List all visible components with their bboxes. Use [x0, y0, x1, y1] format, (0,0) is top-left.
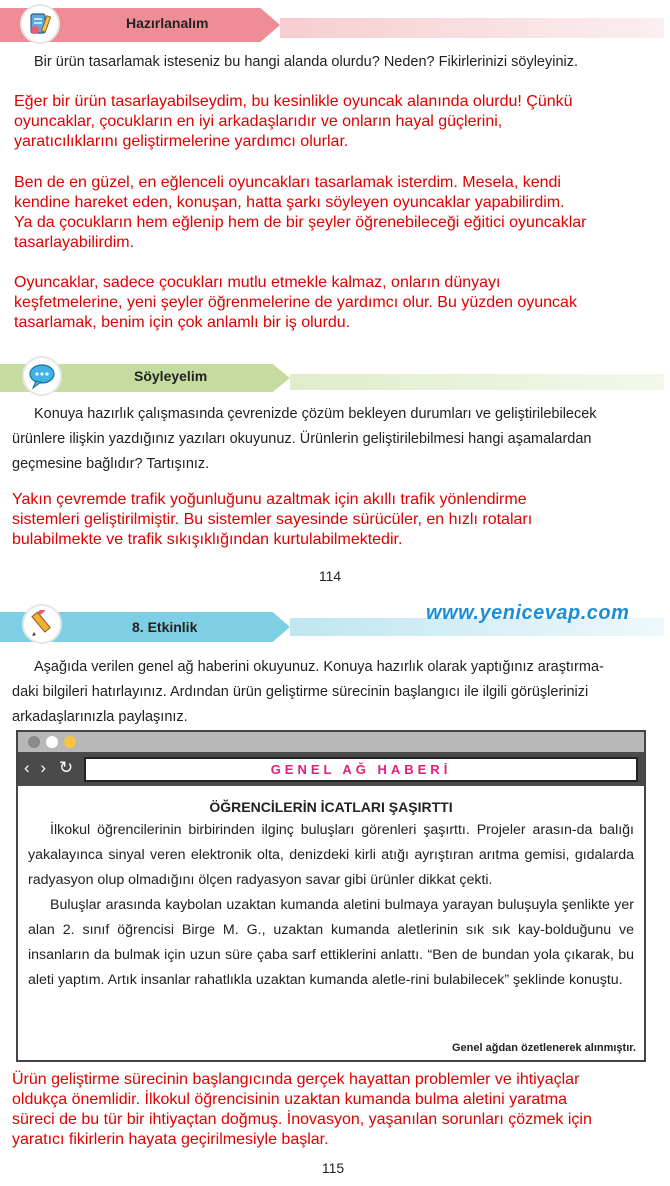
- speech-bubble-icon: [22, 356, 62, 396]
- etkinlik-header: [0, 612, 300, 646]
- page-number: 114: [318, 568, 342, 584]
- hazirlanalim-question: Bir ürün tasarlamak isteseniz bu hangi alanda olurdu? Neden? Fikirlerinizi söyleyiniz.: [34, 54, 579, 70]
- answer-line: keşfetmelerine, yeni şeyler öğrenmelerine de yardımcı olur. Bu yüzden oyuncak: [14, 294, 577, 311]
- answer-line: oyuncaklar, çocukların en iyi arkadaşlarıdır ve onların hayal güçlerini,: [14, 113, 503, 130]
- answer-line: süreci de bu tür bir ihtiyaçtan doğmuş. İnovasyon, yaşanılan sorunları çözmek için: [12, 1111, 592, 1128]
- question-line: geçmesine bağlıdır? Tartışınız.: [12, 456, 210, 472]
- soyleyelim-answer: [12, 490, 532, 550]
- etkinlik-answer: [12, 1070, 592, 1150]
- news-content: [18, 786, 644, 993]
- browser-window: [16, 730, 646, 1062]
- hazirlanalim-answer-2: [14, 173, 586, 253]
- forward-icon[interactable]: ›: [40, 758, 47, 777]
- browser-titlebar: [18, 732, 644, 752]
- question-line: Konuya hazırlık çalışmasında çevrenizde çözüm bekleyen durumları ve geliştirilebilecek: [34, 406, 597, 422]
- window-dot-yellow[interactable]: [64, 736, 76, 748]
- answer-line: bulabilmekte ve trafik sıkışıklığından kurtulabilmektedir.: [12, 531, 403, 548]
- intro-line: daki bilgileri hatırlayınız. Ardından ürün geliştirme sürecinin başlangıcı ile ilgili görüşlerinizi: [12, 684, 589, 700]
- back-icon[interactable]: ‹: [24, 758, 30, 777]
- intro-line: arkadaşlarınızla paylaşınız.: [12, 709, 188, 725]
- etkinlik-title: 8. Etkinlik: [132, 619, 198, 635]
- reload-icon[interactable]: ↻: [58, 758, 74, 777]
- answer-line: yaratıcı fikirlerin hayata geçirilmesiyle başlar.: [12, 1131, 329, 1148]
- address-bar[interactable]: GENEL AĞ HABERİ: [84, 757, 638, 782]
- nav-icons: [24, 758, 73, 778]
- answer-line: oldukça önemlidir. İlkokul öğrencisinin uzaktan kumanda bulma aletini yaratma: [12, 1091, 567, 1108]
- answer-line: Eğer bir ürün tasarlayabilseydim, bu kesinlikle oyuncak alanında olurdu! Çünkü: [14, 93, 573, 110]
- soyleyelim-title: Söyleyelim: [134, 368, 208, 384]
- news-paragraph: Buluşlar arasında kaybolan uzaktan kumanda aletini bulmaya yarayan buluşuyla şenlikte yer alan 2. sınıf öğrencisi Birge M. G., uzaktan kumanda aletlerinin sık sık kay-bolduğunu ve insanların da bulmak için uzun süre çaba sarf ettiklerini anlattı. “Ben de bundan yola çıkarak, bu aleti yaptım. Artık insanlar rahatlıkla uzaktan kumanda aletle-rini bulabilecek” şeklinde konuştu.: [28, 897, 634, 988]
- etkinlik-intro: [12, 655, 660, 730]
- hazirlanalim-answer-1: [14, 92, 573, 152]
- hazirlanalim-title: Hazırlanalım: [126, 15, 209, 31]
- notebook-pencil-icon: [20, 4, 60, 44]
- hazirlanalim-header: [0, 8, 300, 42]
- answer-line: Ürün geliştirme sürecinin başlangıcında gerçek hayattan problemler ve ihtiyaçlar: [12, 1071, 580, 1088]
- answer-line: kendine hareket eden, konuşan, hatta şarkı söyleyen oyuncaklar yapabilirdim.: [14, 194, 565, 211]
- answer-line: tasarlamak, benim için çok anlamlı bir iş olurdu.: [14, 314, 351, 331]
- answer-line: Yakın çevremde trafik yoğunluğunu azaltmak için akıllı trafik yönlendirme: [12, 491, 527, 508]
- browser-navbar: [18, 752, 644, 786]
- answer-line: tasarlayabilirdim.: [14, 234, 135, 251]
- answer-line: Oyuncaklar, sadece çocukları mutlu etmekle kalmaz, onların dünyayı: [14, 274, 501, 291]
- header-fade: [290, 374, 664, 390]
- header-fade: [280, 18, 664, 38]
- soyleyelim-question: [12, 402, 660, 477]
- intro-line: Aşağıda verilen genel ağ haberini okuyunuz. Konuya hazırlık olarak yaptığınız araştırma-: [34, 659, 604, 675]
- answer-line: Ben de en güzel, en eğlenceli oyuncakları tasarlamak isterdim. Mesela, kendi: [14, 174, 561, 191]
- site-logo: www.yenicevap.com: [426, 602, 630, 624]
- soyleyelim-header: [0, 360, 300, 394]
- window-dot-gray[interactable]: [28, 736, 40, 748]
- page-number: 115: [321, 1160, 345, 1176]
- hazirlanalim-answer-3: [14, 273, 577, 333]
- news-paragraph: İlkokul öğrencilerinin birbirinden ilginç buluşları görenleri şaşırttı. Projeler arasın-da balığı yakalayınca sinyal veren elektronik olta, denizdeki kirli atığı ayrıştıran arıtma gemisi, gıdalarda radyasyon olup olmadığını ölçen radyasyon savar gibi ürünler dikkat çekti.: [28, 822, 634, 888]
- news-source: Genel ağdan özetlenerek alınmıştır.: [451, 1042, 636, 1054]
- pencil-icon: [22, 604, 62, 644]
- answer-line: yaratıcılıklarını geliştirmelerine yardımcı olurlar.: [14, 133, 349, 150]
- news-title: ÖĞRENCİLERİN İCATLARI ŞAŞIRTTI: [209, 799, 453, 815]
- window-dot-white[interactable]: [46, 736, 58, 748]
- answer-line: Ya da çocukların hem eğlenip hem de bir şeyler öğrenebileceği eğitici oyuncaklar: [14, 214, 587, 231]
- question-line: ürünlere ilişkin yazdığınız yazıları okuyunuz. Ürünlerin geliştirilebilmesi hangi aşamalardan: [12, 431, 592, 447]
- answer-line: sistemleri geliştirilmiştir. Bu sistemler sayesinde sürücüler, en hızlı rotaları: [12, 511, 533, 528]
